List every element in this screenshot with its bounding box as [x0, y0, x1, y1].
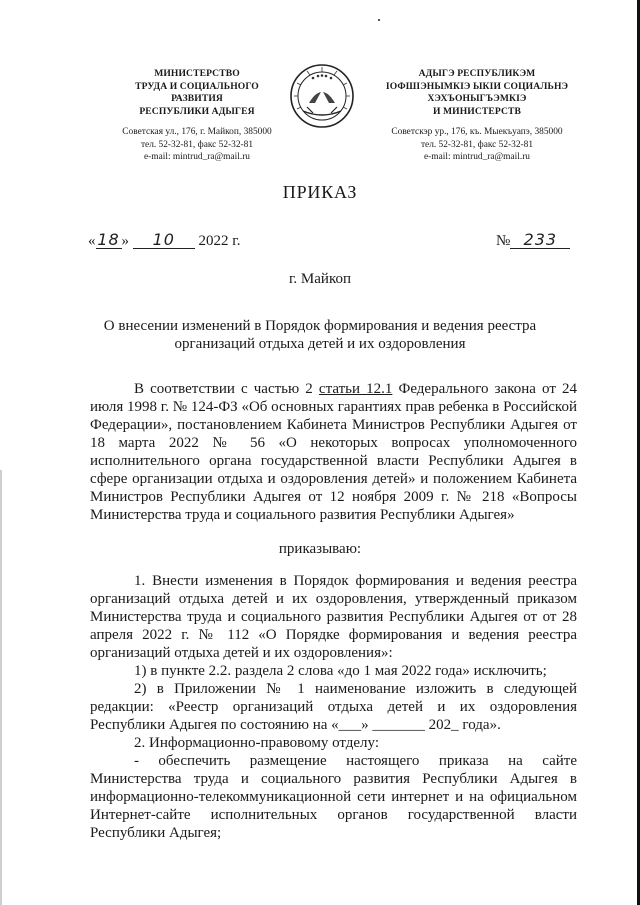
order-number — [496, 232, 570, 250]
order-item: 1) в пункте 2.2. раздела 2 слова «до 1 мая 2022 года» исключить; — [134, 663, 547, 679]
preamble-underlined-ref: статьи 12.1 — [318, 381, 393, 397]
preamble-text: Федерального закона от 24 июля 1998 г. № 124-ФЗ «Об основных гарантиях прав ребенка в Российской Федерации», постановлением Кабинета Министров Республики Адыгея от 18 марта 2022 № 56 «О некоторых вопросах уполномоченного исполнительного органа государственной власти Республики Адыгея в сфере организации отдыха и оздоровления детей» и положением Кабинета Министров Республики Адыгея от 12 ноября 2009 г. № 218 «Вопросы Министерства труда и социального развития Республики Адыгея» — [90, 381, 577, 523]
order-item: 2. Информационно-правовому отделу: — [134, 735, 380, 751]
org-name-line: И МИНИСТЕРСТВ — [432, 105, 522, 117]
org-address: Советская ул., 176, г. Майкоп, 385000 — [122, 127, 272, 138]
org-name-line: ХЭХЪОНЫГЪЭМКIЭ — [427, 93, 527, 105]
date-close-quote: » — [121, 233, 129, 249]
document-subject — [80, 317, 560, 353]
date-day: 18 — [97, 230, 120, 249]
org-name-line: ТРУДА И СОЦИАЛЬНОГО — [135, 80, 259, 92]
orders-word: приказываю: — [278, 541, 362, 557]
org-email: e-mail: mintrud_ra@mail.ru — [424, 152, 530, 163]
header-left-ministry — [112, 68, 282, 164]
org-phone: тел. 52-32-81, факс 52-32-81 — [420, 139, 534, 150]
document-city: г. Майкоп — [288, 271, 352, 287]
order-date — [88, 232, 240, 250]
date-year: 2022 г. — [198, 233, 241, 249]
preamble-paragraph — [90, 380, 577, 524]
number-value: 233 — [510, 232, 570, 249]
org-name-line: АДЫГЭ РЕСПУБЛИКЭМ — [418, 68, 536, 79]
org-email: e-mail: mintrud_ra@mail.ru — [144, 152, 250, 163]
date-month: 10 — [133, 232, 195, 249]
subject-line: организаций отдыха детей и их оздоровления — [174, 336, 466, 352]
scan-speck — [378, 19, 380, 21]
order-item: 2) в Приложении № 1 наименование изложить в следующей редакции: «Реестр организаций отдыха детей и их оздоровления Республики Адыгея по состоянию на «___» _______ 202_ года». — [90, 681, 577, 733]
org-address: Советскэр ур., 176, къ. Мыекъуапэ, 385000 — [391, 127, 563, 138]
subject-line: О внесении изменений в Порядок формирования и ведения реестра — [103, 318, 537, 334]
document-title: ПРИКАЗ — [282, 182, 358, 202]
org-name-line: МИНИСТЕРСТВО — [154, 68, 240, 79]
order-items — [90, 572, 577, 842]
header-right-ministry-adyghe — [367, 68, 587, 164]
order-item: - обеспечить размещение настоящего приказа на сайте Министерства труда и социального развития Республики Адыгея в информационно-телекоммуникационной сети интернет и на официальном Интернет-сайте исполнительных органов государственной власти Республики Адыгея; — [90, 753, 577, 841]
org-name-line: IОФШIЭНЫМКIЭ ЫКIИ СОЦИАЛЬНЭ — [385, 80, 569, 92]
org-name-line: РЕСПУБЛИКИ АДЫГЕЯ — [139, 105, 255, 117]
date-open-quote: « — [88, 233, 96, 249]
org-name-line: РАЗВИТИЯ — [171, 93, 223, 105]
org-phone: тел. 52-32-81, факс 52-32-81 — [140, 139, 254, 150]
scan-edge-left — [0, 470, 2, 905]
preamble-text: В соответствии с частью 2 — [134, 381, 319, 397]
republic-of-adygea-coat-of-arms-icon — [289, 63, 355, 129]
order-item: 1. Внести изменения в Порядок формирования и ведения реестра организаций отдыха детей и их оздоровления, утвержденный приказом Министерства труда и социального развития Республики Адыгея от от 28 апреля 2022 г. № 112 «О Порядке формирования и ведения реестра организаций отдыха детей и их оздоровления»: — [90, 573, 577, 661]
number-prefix: № — [496, 233, 511, 249]
